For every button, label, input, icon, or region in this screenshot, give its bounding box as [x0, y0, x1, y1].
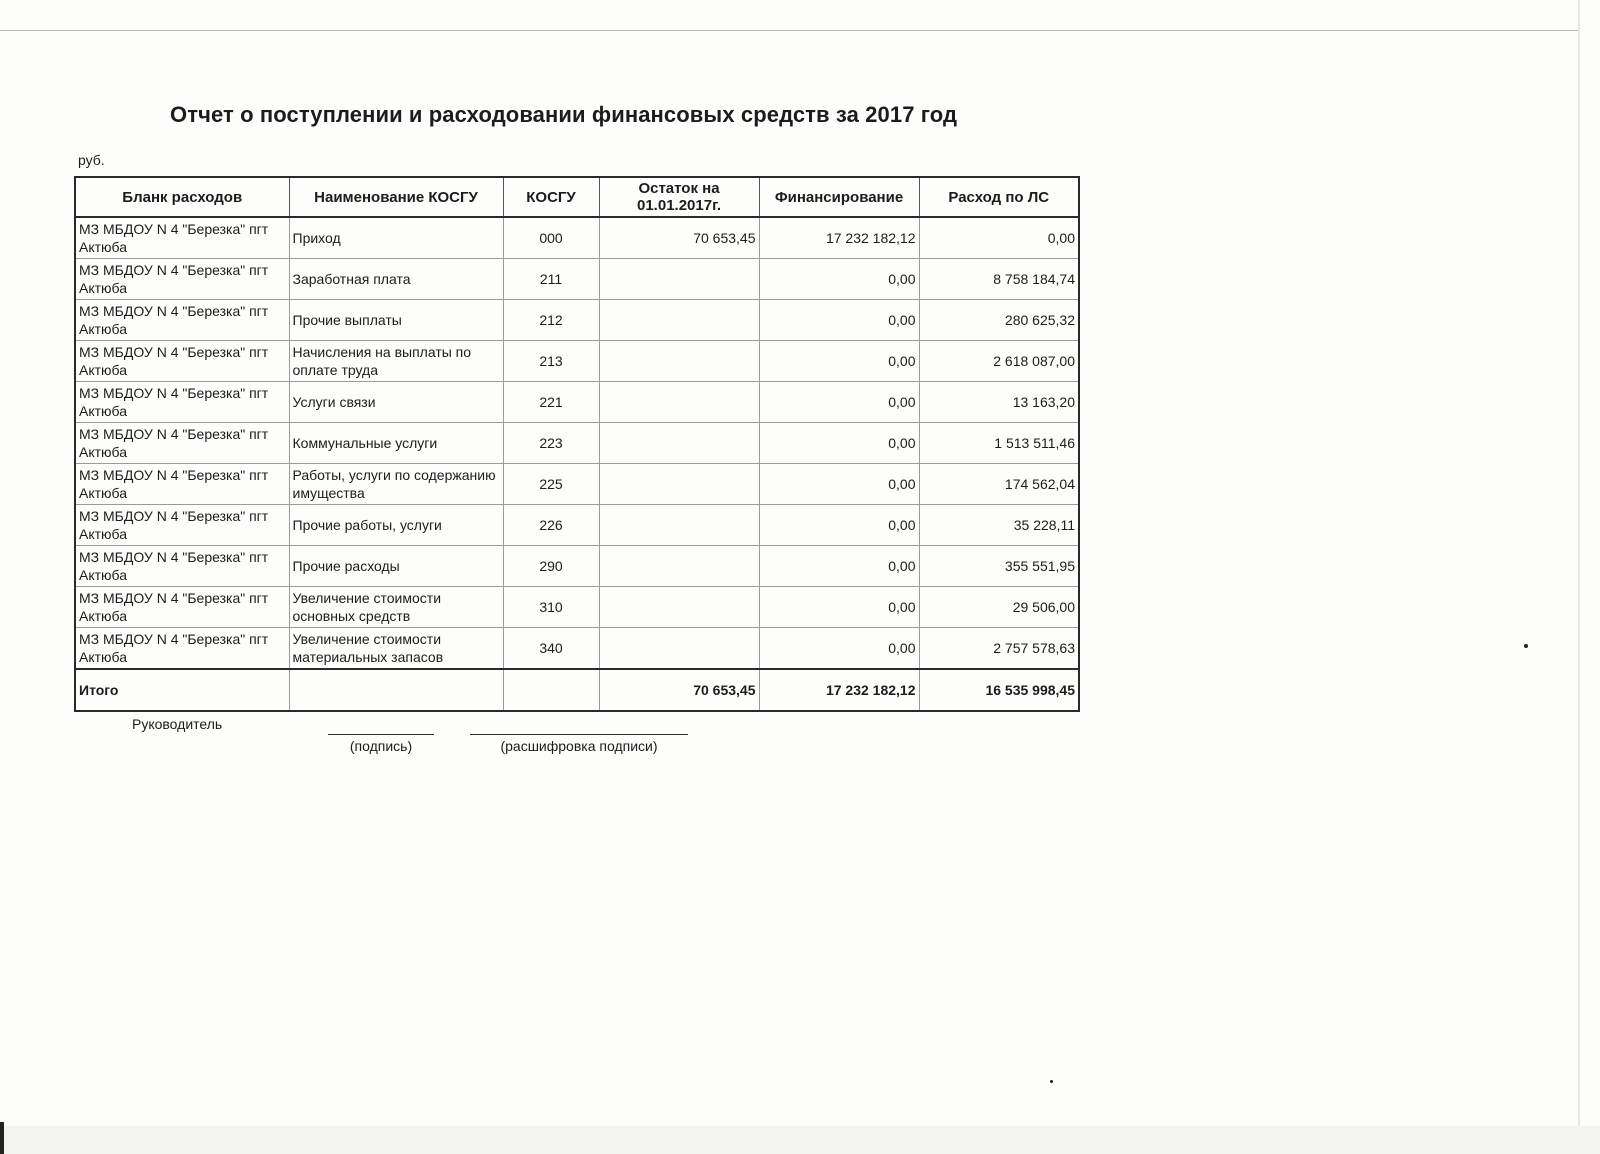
cell-kosgu-name: Прочие выплаты	[289, 300, 503, 341]
cell-expense: 174 562,04	[919, 464, 1079, 505]
header-kosgu: КОСГУ	[503, 177, 599, 217]
cell-blank: МЗ МБДОУ N 4 "Березка" пгт Актюба	[75, 217, 289, 259]
cell-financing: 0,00	[759, 628, 919, 670]
currency-unit: руб.	[78, 152, 105, 168]
cell-financing: 0,00	[759, 546, 919, 587]
cell-blank: МЗ МБДОУ N 4 "Березка" пгт Актюба	[75, 341, 289, 382]
cell-balance	[599, 259, 759, 300]
cell-kosgu-name: Приход	[289, 217, 503, 259]
cell-blank: МЗ МБДОУ N 4 "Березка" пгт Актюба	[75, 259, 289, 300]
total-expense: 16 535 998,45	[919, 669, 1079, 711]
cell-kosgu: 226	[503, 505, 599, 546]
cell-kosgu-name: Увеличение стоимости материальных запасов	[289, 628, 503, 670]
cell-kosgu: 221	[503, 382, 599, 423]
cell-financing: 0,00	[759, 423, 919, 464]
table-row	[75, 464, 1079, 505]
scan-mark	[0, 1122, 4, 1154]
header-kosgu-name: Наименование КОСГУ	[289, 177, 503, 217]
scan-top-border	[0, 30, 1580, 31]
cell-expense: 29 506,00	[919, 587, 1079, 628]
table-row	[75, 300, 1079, 341]
cell-kosgu: 290	[503, 546, 599, 587]
cell-blank: МЗ МБДОУ N 4 "Березка" пгт Актюба	[75, 628, 289, 670]
cell-blank: МЗ МБДОУ N 4 "Березка" пгт Актюба	[75, 423, 289, 464]
cell-kosgu: 212	[503, 300, 599, 341]
cell-kosgu: 211	[503, 259, 599, 300]
signature-decode-caption: (расшифровка подписи)	[500, 738, 658, 754]
cell-blank: МЗ МБДОУ N 4 "Березка" пгт Актюба	[75, 587, 289, 628]
cell-expense: 2 757 578,63	[919, 628, 1079, 670]
table-row	[75, 259, 1079, 300]
cell-balance	[599, 505, 759, 546]
cell-financing: 17 232 182,12	[759, 217, 919, 259]
report-table	[74, 176, 1080, 712]
cell-financing: 0,00	[759, 259, 919, 300]
total-financing: 17 232 182,12	[759, 669, 919, 711]
table-header-row	[75, 177, 1079, 217]
cell-kosgu: 310	[503, 587, 599, 628]
cell-balance	[599, 546, 759, 587]
cell-kosgu-name: Заработная плата	[289, 259, 503, 300]
table-row	[75, 628, 1079, 670]
cell-balance: 70 653,45	[599, 217, 759, 259]
cell-expense: 2 618 087,00	[919, 341, 1079, 382]
header-financing: Финансирование	[759, 177, 919, 217]
total-empty-kosgu	[503, 669, 599, 711]
cell-kosgu-name: Увеличение стоимости основных средств	[289, 587, 503, 628]
cell-kosgu: 223	[503, 423, 599, 464]
table-row	[75, 423, 1079, 464]
cell-kosgu: 340	[503, 628, 599, 670]
cell-balance	[599, 464, 759, 505]
cell-financing: 0,00	[759, 505, 919, 546]
signature-decode-line	[470, 734, 688, 735]
signature-block	[0, 716, 800, 766]
scan-speck	[1524, 644, 1528, 648]
cell-balance	[599, 382, 759, 423]
table-row	[75, 341, 1079, 382]
cell-balance	[599, 587, 759, 628]
cell-balance	[599, 423, 759, 464]
scan-right-edge	[1578, 0, 1580, 1154]
cell-expense: 8 758 184,74	[919, 259, 1079, 300]
cell-blank: МЗ МБДОУ N 4 "Березка" пгт Актюба	[75, 546, 289, 587]
signature-caption: (подпись)	[349, 738, 413, 754]
scan-speck	[1050, 1080, 1053, 1083]
cell-expense: 280 625,32	[919, 300, 1079, 341]
table-row	[75, 505, 1079, 546]
cell-blank: МЗ МБДОУ N 4 "Березка" пгт Актюба	[75, 464, 289, 505]
total-balance: 70 653,45	[599, 669, 759, 711]
cell-expense: 35 228,11	[919, 505, 1079, 546]
total-row	[75, 669, 1079, 711]
cell-kosgu-name: Услуги связи	[289, 382, 503, 423]
cell-kosgu: 000	[503, 217, 599, 259]
signature-line	[328, 734, 434, 735]
cell-expense: 1 513 511,46	[919, 423, 1079, 464]
cell-blank: МЗ МБДОУ N 4 "Березка" пгт Актюба	[75, 505, 289, 546]
cell-financing: 0,00	[759, 382, 919, 423]
cell-expense: 0,00	[919, 217, 1079, 259]
cell-kosgu-name: Начисления на выплаты по оплате труда	[289, 341, 503, 382]
cell-blank: МЗ МБДОУ N 4 "Березка" пгт Актюба	[75, 382, 289, 423]
scan-bottom-edge	[0, 1126, 1600, 1154]
head-role-label: Руководитель	[132, 716, 223, 732]
cell-kosgu-name: Прочие работы, услуги	[289, 505, 503, 546]
total-label: Итого	[75, 669, 289, 711]
total-empty-name	[289, 669, 503, 711]
header-blank: Бланк расходов	[75, 177, 289, 217]
cell-financing: 0,00	[759, 300, 919, 341]
cell-expense: 13 163,20	[919, 382, 1079, 423]
cell-expense: 355 551,95	[919, 546, 1079, 587]
cell-financing: 0,00	[759, 587, 919, 628]
table-row	[75, 217, 1079, 259]
cell-kosgu-name: Коммунальные услуги	[289, 423, 503, 464]
table-row	[75, 382, 1079, 423]
cell-kosgu: 225	[503, 464, 599, 505]
cell-balance	[599, 628, 759, 670]
cell-kosgu-name: Работы, услуги по содержанию имущества	[289, 464, 503, 505]
cell-blank: МЗ МБДОУ N 4 "Березка" пгт Актюба	[75, 300, 289, 341]
cell-kosgu: 213	[503, 341, 599, 382]
cell-financing: 0,00	[759, 341, 919, 382]
cell-balance	[599, 300, 759, 341]
report-title: Отчет о поступлении и расходовании финансовых средств за 2017 год	[170, 102, 958, 127]
header-expense: Расход по ЛС	[919, 177, 1079, 217]
cell-kosgu-name: Прочие расходы	[289, 546, 503, 587]
table-row	[75, 587, 1079, 628]
header-balance: Остаток на 01.01.2017г.	[599, 177, 759, 217]
cell-balance	[599, 341, 759, 382]
cell-financing: 0,00	[759, 464, 919, 505]
table-row	[75, 546, 1079, 587]
